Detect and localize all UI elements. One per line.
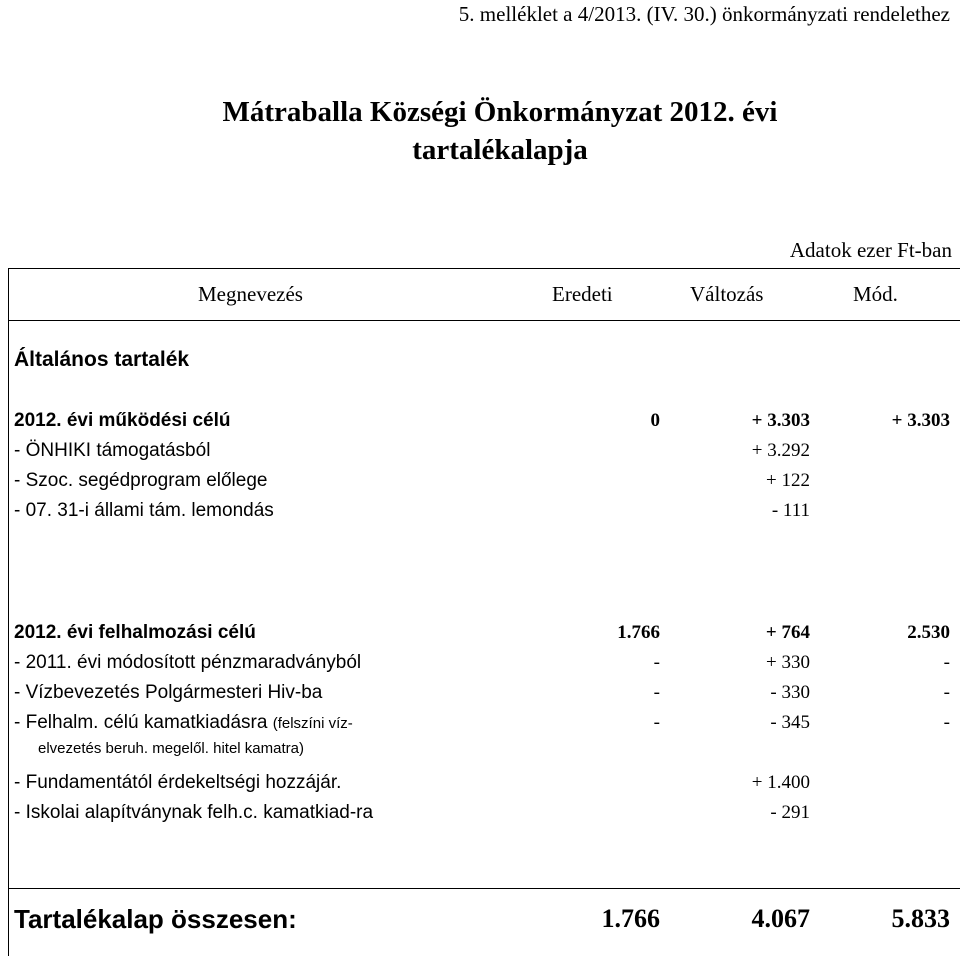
table-cell-modified: - <box>943 682 950 703</box>
table-row-label: - Vízbevezetés Polgármesteri Hiv-ba <box>14 682 323 703</box>
table-row-label: 2012. évi működési célú <box>14 410 231 431</box>
table-cell-change: - 291 <box>770 802 810 823</box>
table-cell-change: + 330 <box>766 652 810 673</box>
table-row-label <box>14 712 353 734</box>
table-cell-change: + 1.400 <box>751 772 810 793</box>
table-cell-change: - 111 <box>771 500 810 521</box>
table-row-label: 2012. évi felhalmozási célú <box>14 622 256 643</box>
col-header-original: Eredeti <box>552 282 613 306</box>
table-cell-change: + 3.303 <box>751 410 810 431</box>
col-header-modified: Mód. <box>853 282 898 306</box>
total-modified: 5.833 <box>891 904 950 933</box>
table-row-label-continuation: elvezetés beruh. megelől. hitel kamatra) <box>38 740 304 757</box>
table-row-label: - 2011. évi módosított pénzmaradványból <box>14 652 362 673</box>
table-row-label: - Szoc. segédprogram előlege <box>14 470 268 491</box>
header-divider <box>8 320 960 321</box>
table-cell-original: - <box>653 652 660 673</box>
col-header-name: Megnevezés <box>198 282 303 306</box>
table-cell-modified: 2.530 <box>907 622 950 643</box>
table-cell-change: + 764 <box>765 622 810 643</box>
table-row-label-main: - Felhalm. célú kamatkiadásra <box>14 712 268 733</box>
table-row-label: - Fundamentától érdekeltségi hozzájár. <box>14 772 342 793</box>
table-cell-original: 0 <box>650 410 660 431</box>
table-top-border <box>8 268 960 269</box>
table-left-border <box>8 268 9 956</box>
table-cell-change: + 3.292 <box>751 440 810 461</box>
total-change: 4.067 <box>751 904 810 933</box>
table-cell-original: - <box>653 682 660 703</box>
page-title-line1: Mátraballa Községi Önkormányzat 2012. évi <box>222 96 778 128</box>
section-general-reserve: Általános tartalék <box>14 348 190 371</box>
table-cell-change: - 345 <box>770 712 810 733</box>
table-cell-change: + 122 <box>766 470 810 491</box>
table-row-label: - Iskolai alapítványnak felh.c. kamatkiad-ra <box>14 802 374 823</box>
table-cell-modified: + 3.303 <box>891 410 950 431</box>
table-row-label: - ÖNHIKI támogatásból <box>14 440 211 461</box>
table-cell-modified: - <box>943 712 950 733</box>
table-row-label: - 07. 31-i állami tám. lemondás <box>14 500 274 521</box>
table-cell-original: - <box>653 712 660 733</box>
table-cell-original: 1.766 <box>617 622 660 643</box>
page-title-line2: tartalékalapja <box>412 134 588 166</box>
total-original: 1.766 <box>601 904 660 933</box>
table-row-label-note: (felszíni víz- <box>272 715 353 732</box>
total-divider <box>8 888 960 889</box>
unit-note: Adatok ezer Ft-ban <box>789 238 952 262</box>
annex-note: 5. melléklet a 4/2013. (IV. 30.) önkormányzati rendelethez <box>458 2 950 26</box>
col-header-change: Változás <box>690 282 764 306</box>
table-cell-change: - 330 <box>770 682 810 703</box>
total-label: Tartalékalap összesen: <box>14 904 297 934</box>
table-cell-modified: - <box>943 652 950 673</box>
